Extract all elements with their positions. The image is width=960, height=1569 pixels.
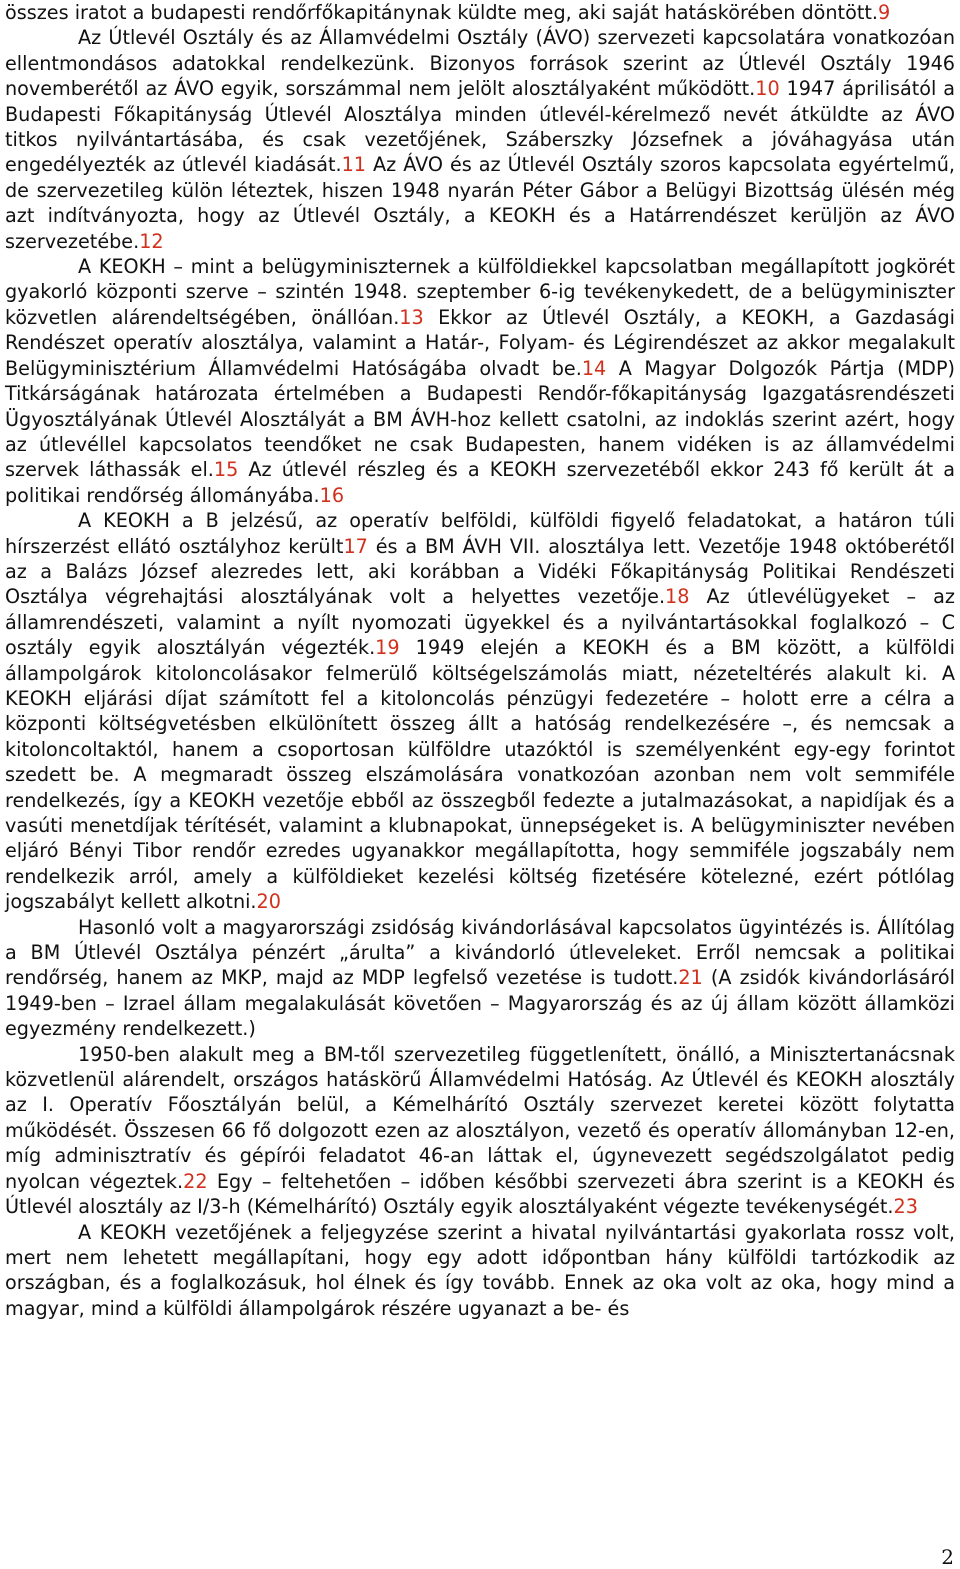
footnote-reference[interactable]: 11 <box>341 153 367 177</box>
paragraph <box>5 1220 955 1322</box>
paragraph-text: 1947 áprilisától a Budapesti Főkapitányság Útlevél Alosztálya minden útlevél-kérelmező nevét átküldte az ÁVO titkos nyilvántartásába, és csak vezetőjének, Száberszky Józsefnek a jóváhagyása után engedélyezték az útlevél kiadását. <box>5 77 955 177</box>
footnote-reference[interactable]: 17 <box>343 534 368 558</box>
footnote-reference[interactable]: 15 <box>213 458 239 482</box>
paragraph-text: A KEOKH vezetőjének a feljegyzése szerint a hivatal nyilvántartási gyakorlata rossz volt, mert nem lehetett megállapítani, hogy egy adott időpontban hány külföldi tartózkodik az országban, és a foglalkozásuk, hol élnek és így tovább. Ennek az oka volt az oka, hogy mind a magyar, mind a külföldi állampolgárok részére ugyanazt a be- és <box>5 1220 955 1320</box>
paragraph <box>5 915 955 1042</box>
paragraph-text: A KEOKH – mint a belügyminiszternek a külföldiekkel kapcsolatban megállapított jogkörét gyakorló központi szerve – szintén 1948. szeptember 6-ig tevékenykedett, de a belügyminiszter közvetlen alárendeltségében, önállóan. <box>5 255 955 329</box>
paragraph-text: Az ÁVO és az Útlevél Osztály szoros kapcsolata egyértelmű, de szervezetileg külön léteztek, hiszen 1948 nyarán Péter Gábor a Belügyi Bizottság ülésén még azt indítványozta, hogy az Útlevél Osztály, a KEOKH és a Határrendészet kerüljön az ÁVO szervezetébe. <box>5 153 955 253</box>
paragraph-text: és a BM ÁVH VII. alosztálya lett. Vezetője 1948 októberétől az a Balázs József alezredes lett, aki korábban a Vidéki Főkapitányság Politikai Rendészeti Osztálya végrehajtási alosztályának volt a helyettes vezetője. <box>5 534 955 609</box>
footnote-reference[interactable]: 14 <box>581 356 607 380</box>
paragraph-text: Egy – feltehetően – időben későbbi szervezeti ábra szerint is a KEOKH és Útlevél alosztály az I/3-h (Kémelhárító) Osztály egyik alosztályaként végezte tevékenységét. <box>5 1169 955 1219</box>
footnote-reference[interactable]: 19 <box>375 636 400 660</box>
paragraph-text: (A zsidók kivándorlásáról 1949-ben – Izrael állam megalakulását követően – Magyarország és az új állam között államközi egyezmény rendelkezett.) <box>5 966 955 1041</box>
paragraph-text: 1950-ben alakult meg a BM-től szervezetileg függetlenített, önálló, a Minisztertanácsnak közvetlenül alárendelt, országos hatáskörű Államvédelmi Hatóság. Az Útlevél és KEOKH alosztály az I. Operatív Főosztályán belül, a Kémelhárító Osztály szervezet keretei között folytatta működését. Összesen 66 fő dolgozott ezen az alosztályon, vezető és operatív állományban 12-en, míg adminisztratív és gépírói feladatot 46-an láttak el, úgynevezett segédszolgálatot pedig nyolcan végeztek. <box>5 1042 955 1193</box>
footnote-reference[interactable]: 18 <box>665 585 690 609</box>
footnote-reference[interactable]: 23 <box>893 1195 918 1219</box>
page-number: 2 <box>941 1545 954 1569</box>
paragraph <box>5 1042 955 1220</box>
paragraph-text: Az útlevélügyeket – az államrendészeti, valamint a nyílt nyomozati ügyekkel és a nyilvántartásokkal foglalkozó – C osztály egyik alosztályán végezték. <box>5 585 955 660</box>
paragraph-text: A Magyar Dolgozók Pártja (MDP) Titkárságának határozata értelmében a Budapesti Rendőr-főkapitányság Igazgatásrendészeti Ügyosztályának Útlevél Alosztályát a BM ÁVH-hoz kellett csatolni, az indoklás szerint azért, hogy az útlevéllel kapcsolatos teendőket ne csak Budapesten, hanem vidéken is az államvédelmi szervek láthassák el. <box>5 356 956 482</box>
paragraph-text: Az útlevél részleg és a KEOKH szervezetéből ekkor 243 fő került át a politikai rendőrség állományába. <box>5 458 955 507</box>
paragraph-text: Hasonló volt a magyarországi zsidóság kivándorlásával kapcsolatos ügyintézés is. Állítólag a BM Útlevél Osztálya pénzért „árulta” a kivándorló útleveleket. Erről nemcsak a politikai rendőrség, hanem az MKP, majd az MDP legfelső vezetése is tudott. <box>5 915 955 990</box>
paragraph <box>5 0 955 25</box>
footnote-reference[interactable]: 20 <box>256 890 281 914</box>
footnote-reference[interactable]: 12 <box>139 229 164 253</box>
paragraph-text: Az Útlevél Osztály és az Államvédelmi Osztály (ÁVO) szervezeti kapcsolatára vonatkozóan ellentmondásos adatokkal rendelkezünk. Bizonyos források szerint az Útlevél Osztály 1946 novemberétől az ÁVO egyik, sorszámmal nem jelölt alosztályaként működött. <box>5 26 955 101</box>
footnote-reference[interactable]: 13 <box>399 305 424 329</box>
paragraph <box>5 25 955 254</box>
paragraph <box>5 508 955 915</box>
footnote-reference[interactable]: 9 <box>877 1 891 24</box>
paragraph-text: Ekkor az Útlevél Osztály, a KEOKH, a Gazdasági Rendészet operatív alosztálya, valamint a Határ-, Folyam- és Légirendészet az akkor megalakult Belügyminisztérium Államvédelmi Hatóságába olvadt be. <box>5 305 955 380</box>
body-text <box>5 0 955 1321</box>
footnote-reference[interactable]: 10 <box>755 77 780 101</box>
paragraph <box>5 254 955 508</box>
footnote-reference[interactable]: 21 <box>678 966 703 990</box>
paragraph-text: összes iratot a budapesti rendőrfőkapitánynak küldte meg, aki saját hatáskörében döntött. <box>5 1 878 24</box>
paragraph-text: 1949 elején a KEOKH és a BM között, a külföldi állampolgárok kitoloncolásakor felmerülő költségelszámolás miatt, nézeteltérés alakult ki. A KEOKH eljárási díjat számított fel a kitoloncolás pénzügyi fedezetére – holott erre a célra a központi költségvetésben elkülönített összeg állt a hatóság rendelkezésére –, és nemcsak a kitoloncoltaktól, hanem a csoportosan külföldre utazóktól is személyenként egy-egy forintot szedett be. A megmaradt összeg elszámolására vonatkozóan azonban nem volt semmiféle rendelkezés, így a KEOKH vezetője ebből az összegből fedezte a jutalmazásokat, a napidíjak és a vasúti menetdíjak térítését, valamint a klubnapokat, ünnepségeket is. A belügyminiszter nevében eljáró Bényi Tibor rendőr ezredes ugyanakkor megállapította, hogy semmiféle jogszabály nem rendelkezik arról, amely a külföldieket kezelési költség fizetésére kötelezné, ezért pótlólag jogszabályt kellett alkotni. <box>5 636 955 914</box>
footnote-reference[interactable]: 22 <box>183 1169 208 1193</box>
footnote-reference[interactable]: 16 <box>319 483 345 507</box>
paragraph-text: A KEOKH a B jelzésű, az operatív belföldi, külföldi figyelő feladatokat, a határon túli hírszerzést ellátó osztályhoz került <box>5 509 955 558</box>
